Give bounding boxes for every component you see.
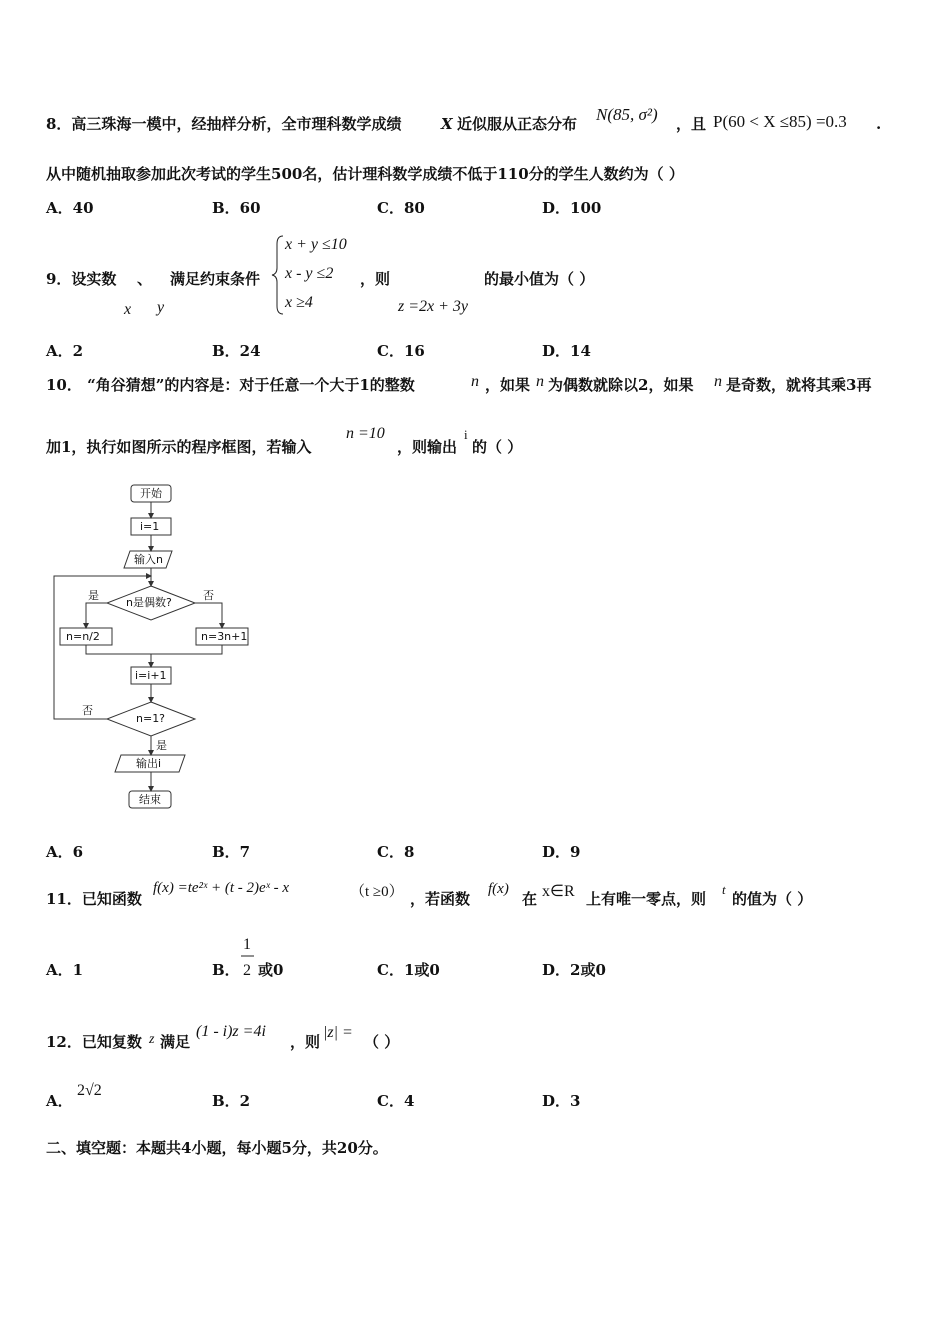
- q11-domain: x∈R: [542, 883, 575, 900]
- q8-probability: P(60 < X ≤85) =0.3: [713, 112, 847, 131]
- q8-comma-and: ，且: [676, 115, 707, 133]
- q10-n-2: n: [536, 373, 544, 390]
- q12-z: z: [149, 1032, 155, 1047]
- q9-option-b: B．24: [212, 342, 261, 360]
- q8-var-x: X: [441, 115, 453, 133]
- q12-option-d: D．3: [542, 1092, 581, 1110]
- q10-line1d: 是奇数，就将其乘3再: [726, 376, 872, 394]
- q9-separator: 、: [137, 270, 153, 288]
- q10-line2c: 的（ ）: [472, 438, 523, 456]
- flow-right-label: n=3n+1: [201, 630, 248, 643]
- q10-line2b: ，则输出: [397, 438, 458, 456]
- flow-end-label: 结束: [139, 793, 161, 806]
- q11-mid: ，若函数: [410, 890, 471, 908]
- q10-line1b: ，如果: [485, 376, 531, 394]
- q8-distribution: N(85, σ²): [596, 105, 658, 124]
- flow-yes2-label: 是: [156, 739, 167, 752]
- q11-b-suffix: 或0: [258, 961, 284, 979]
- q9-var-x: x: [124, 301, 132, 318]
- q12-equation: (1 - i)z =4i: [196, 1023, 266, 1040]
- q10-line1c: 为偶数就除以2，如果: [548, 376, 694, 394]
- q9-option-c: C．16: [377, 342, 425, 360]
- q10-n-1: n: [471, 373, 479, 390]
- q8-line1b: 近似服从正态分布: [457, 115, 578, 133]
- q12-then: ，则: [290, 1033, 321, 1051]
- q9-option-a: A．2: [46, 342, 84, 360]
- q10-line1a: 10． “角谷猜想”的内容是：对于任意一个大于1的整数: [46, 376, 415, 394]
- q8-option-c: C．80: [377, 199, 425, 217]
- q8-option-b: B．60: [212, 199, 261, 217]
- q10-option-a: A．6: [46, 843, 84, 861]
- flow-cond1-label: n是偶数?: [126, 596, 172, 609]
- q9-var-y: y: [157, 299, 165, 316]
- q12-option-a: A．: [46, 1092, 73, 1110]
- q11-prefix: 11．已知函数: [46, 890, 142, 908]
- q11-fx: f(x): [488, 881, 509, 897]
- q9-option-d: D．14: [542, 342, 591, 360]
- q12-end: （ ）: [364, 1033, 400, 1051]
- q11-b-denominator: 2: [243, 962, 251, 979]
- q9-constraint-1: x + y ≤10: [285, 236, 347, 253]
- flow-input-label: 输入n: [134, 553, 163, 566]
- q12-prefix: 12．已知复数: [46, 1033, 142, 1051]
- q9-then: ，则: [360, 270, 391, 288]
- q11-option-b: B．: [212, 961, 240, 979]
- q10-line2a: 加1，执行如图所示的程序框图，若输入: [46, 438, 312, 456]
- q11-end: 的值为（ ）: [732, 890, 813, 908]
- q10-n-3: n: [714, 373, 722, 390]
- flow-left-label: n=n/2: [66, 630, 100, 643]
- q8-option-a: A．40: [46, 199, 94, 217]
- q12-option-b: B．2: [212, 1092, 251, 1110]
- q9-mid: 满足约束条件: [170, 270, 261, 288]
- q9-prefix: 9．设实数: [46, 270, 117, 288]
- q11-option-d: D．2或0: [542, 961, 606, 979]
- q10-option-b: B．7: [212, 843, 251, 861]
- q9-objective: z =2x + 3y: [398, 298, 469, 315]
- flow-cond2-label: n=1?: [136, 712, 166, 725]
- q11-on: 在: [522, 890, 538, 908]
- q11-b-numerator: 1: [243, 936, 251, 953]
- q12-option-c: C．4: [377, 1092, 415, 1110]
- q11-option-c: C．1或0: [377, 961, 440, 979]
- flow-incr-label: i=i+1: [135, 669, 167, 682]
- q8-option-d: D．100: [542, 199, 602, 217]
- section-2-heading: 二、填空题：本题共4小题，每小题5分，共20分。: [46, 1139, 388, 1157]
- flow-yes1-label: 是: [88, 589, 99, 602]
- q11-option-a: A．1: [46, 961, 84, 979]
- q8-period: .: [876, 115, 882, 133]
- q12-a-value: 2√2: [77, 1082, 102, 1099]
- q10-option-c: C．8: [377, 843, 415, 861]
- q11-t: t: [722, 882, 726, 897]
- flow-no2-label: 否: [82, 704, 93, 717]
- q10-option-d: D．9: [542, 843, 581, 861]
- q11-suffix: 上有唯一零点，则: [586, 890, 707, 908]
- q12-abs: |z| =: [323, 1024, 353, 1041]
- q12-mid: 满足: [160, 1033, 191, 1051]
- flow-output-label: 输出i: [136, 757, 162, 770]
- q11-function: f(x) =te²ˣ + (t - 2)eˣ - x: [153, 880, 290, 896]
- q10-input-value: n =10: [346, 425, 385, 442]
- q9-constraint-3: x ≥4: [285, 294, 313, 311]
- q9-suffix: 的最小值为（ ）: [484, 270, 595, 288]
- q8-line1: 8．高三珠海一模中，经抽样分析，全市理科数学成绩: [46, 115, 402, 133]
- q9-constraint-2: x - y ≤2: [285, 265, 334, 282]
- flow-start-label: 开始: [140, 487, 162, 500]
- q11-condition: （t ≥0）: [350, 884, 404, 900]
- flow-init-label: i=1: [140, 520, 160, 533]
- q8-line2: 从中随机抽取参加此次考试的学生500名，估计理科数学成绩不低于110分的学生人数约为（ ）: [46, 165, 684, 183]
- q10-output-i: i: [464, 427, 468, 442]
- flow-no1-label: 否: [203, 589, 214, 602]
